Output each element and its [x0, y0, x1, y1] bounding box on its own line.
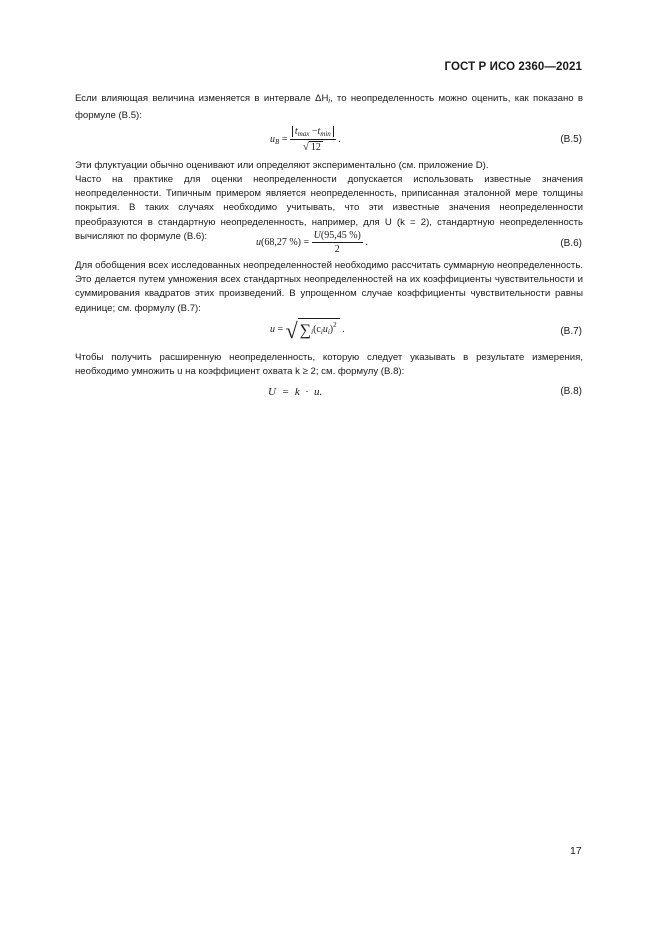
formula-b5-eq: = [281, 133, 288, 145]
formula-b7-number: (B.7) [560, 326, 582, 337]
formula-b7-lhs: u [270, 324, 275, 335]
formula-b5-tmin: t [317, 126, 321, 137]
paragraph-5-text: Чтобы получить расширенную неопределенность, которую следует указывать в результате измерения, необходимо умножить u на коэффициент охвата k ≥ 2; см. формулу (B.8): [75, 352, 583, 378]
formula-b7-sum-index: i [311, 328, 314, 336]
page-number: 17 [570, 845, 582, 857]
paragraph-1 [75, 92, 583, 123]
paragraph-2 [75, 159, 583, 173]
formula-b5-denominator: √ 12 [302, 141, 321, 153]
formula-b7-term: (c [313, 324, 321, 335]
formula-b8-number: (B.8) [560, 386, 582, 397]
formula-b7-term-close: ) [329, 324, 334, 335]
formula-b6 [256, 230, 368, 255]
formula-b7-end: . [342, 324, 345, 335]
formula-b6-eq: = [303, 236, 310, 248]
formula-b5-numerator [290, 126, 336, 140]
formula-b7-term-sub: i [320, 328, 323, 336]
formula-b5-lhs: u [270, 133, 275, 145]
paragraph-1-rest: , то неопределенность можно оценить, как показано в формуле (B.5): [75, 93, 583, 122]
formula-b5-lhs-sub: B [275, 137, 280, 146]
formula-b5 [270, 126, 341, 153]
formula-b7-power: 2 [333, 321, 337, 329]
formula-b6-den: 2 [334, 244, 340, 255]
formula-b5-tmax-sub: max [297, 130, 310, 138]
formula-b5-tmax: t [294, 126, 298, 137]
paragraph-4 [75, 259, 583, 316]
formula-b7-term-u: u [322, 324, 328, 335]
formula-b7-sum: ∑ [299, 322, 312, 339]
paragraph-5 [75, 351, 583, 379]
paragraph-2-text: Эти флуктуации обычно оценивают или определяют экспериментально (см. приложение D). [75, 160, 489, 171]
formula-b5-number: (B.5) [560, 134, 582, 145]
paragraph-3-text: Часто на практике для оценки неопределенности допускается использовать известные значения неопределенности. Типичным примером является неопределенность, приписанная эталонной мере толщины покрытия. В таких случаях необходимо учитывать, что эти известные значения неопределенности преобразуются в стандартную неопределенность, например, для U (k = 2), стандартную неопределенность вычисляют по формуле (B.6): [75, 174, 583, 242]
formula-b7-term-u-sub: i [327, 328, 330, 336]
formula-b6-fraction [312, 230, 363, 255]
formula-b7 [270, 318, 345, 344]
formula-b7-radical: √ [285, 318, 298, 343]
paragraph-4-text: Для обобщения всех исследованных неопределенностей необходимо рассчитать суммарную неопределенность. Это делается путем умножения всех стандартных неопределенностей на их коэффициенты чувствительности и суммирования квадратов этих произведений. В упрощенном случае коэффициенты чувствительности равны единице; см. формулу (B.7): [75, 260, 583, 314]
formula-b6-numerator [312, 230, 363, 243]
formula-b5-tmin-sub: min [320, 130, 331, 138]
formula-b6-end: . [365, 236, 368, 248]
formula-b6-num: U [313, 230, 321, 241]
formula-b6-number: (B.6) [560, 238, 582, 249]
paragraph-1-subscript: i [328, 98, 330, 105]
formula-b7-radicand [298, 318, 340, 340]
formula-b5-minus: − [311, 126, 318, 137]
formula-b6-lhs: u [256, 236, 261, 248]
formula-b5-end: . [338, 133, 341, 145]
formula-b6-num-arg: (95,45 %) [320, 230, 361, 241]
document-header: ГОСТ Р ИСО 2360—2021 [444, 61, 582, 73]
paragraph-1-text: Если влияющая величина изменяется в интервале ΔH [75, 93, 329, 104]
formula-b8: U = k · u. [268, 386, 323, 398]
formula-b5-fraction [290, 126, 336, 153]
formula-b6-lhs-arg: (68,27 %) [261, 236, 301, 248]
formula-b7-eq: = [277, 324, 284, 335]
formula-b5-den: 12 [310, 142, 321, 153]
